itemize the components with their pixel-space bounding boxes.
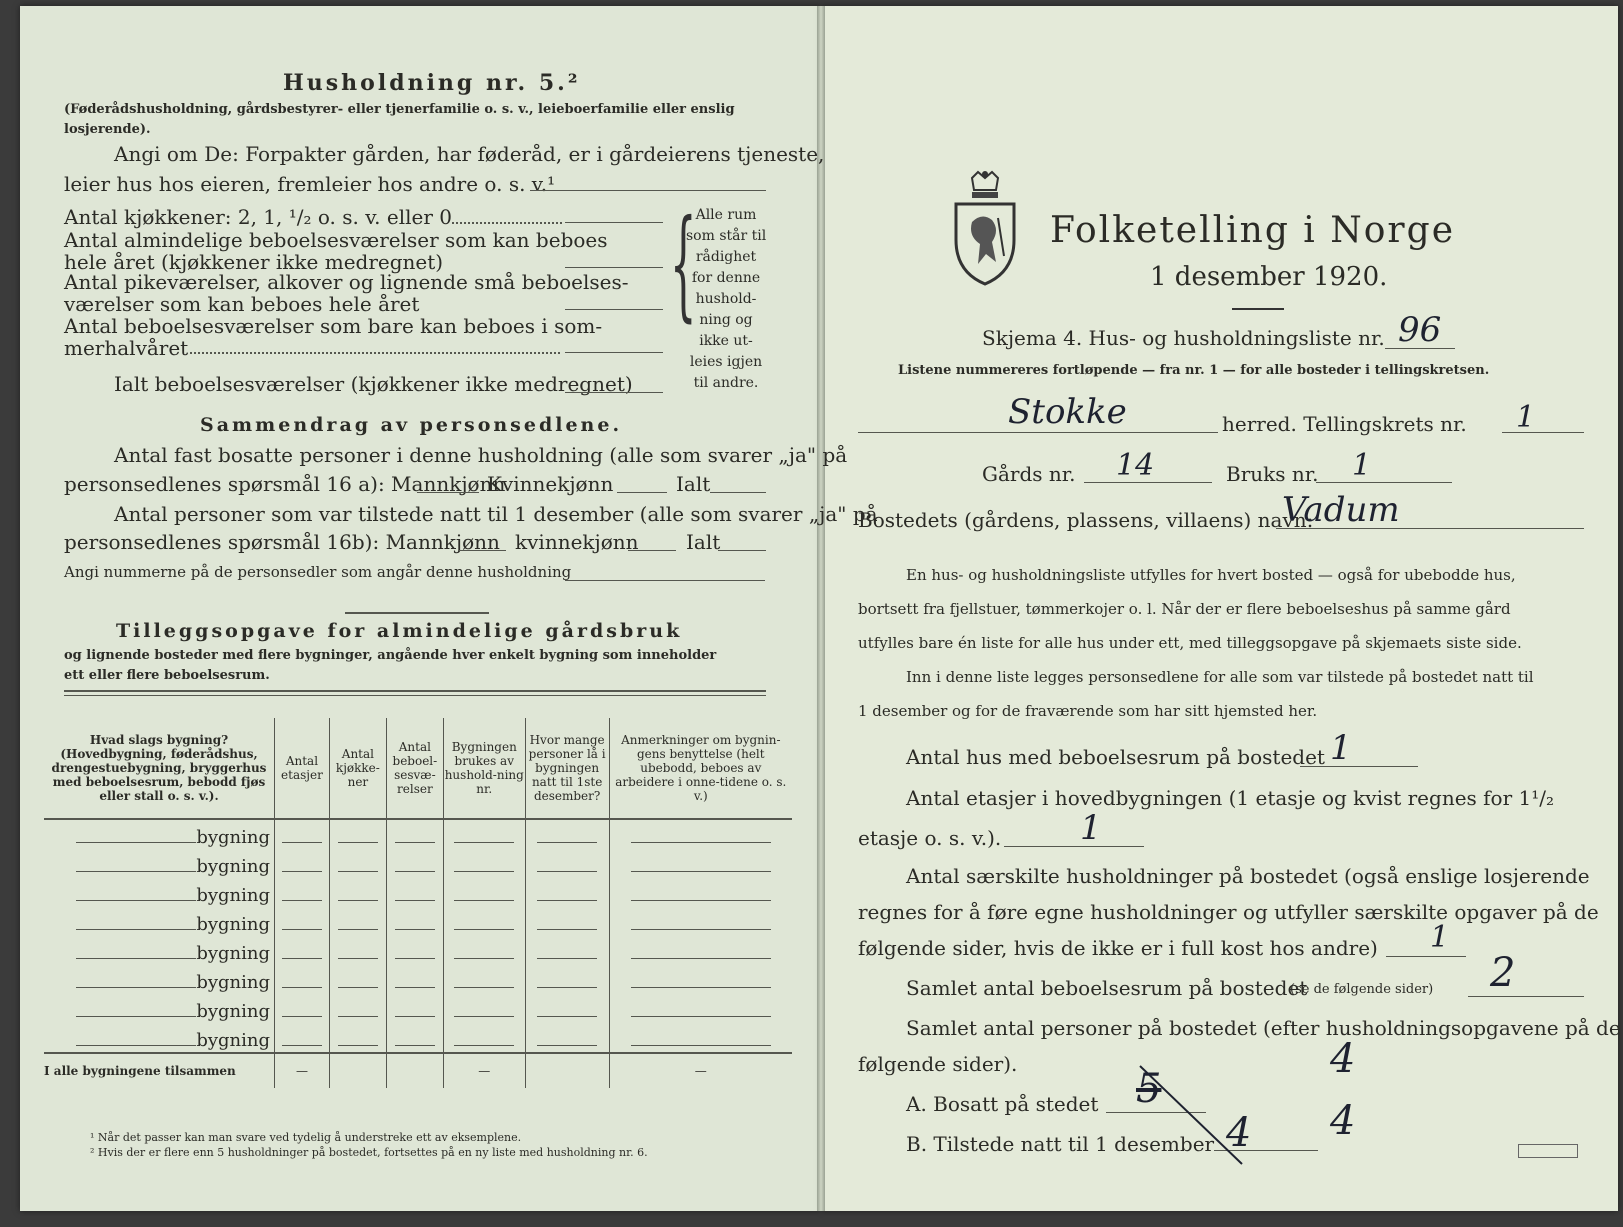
- rom-answer-line: [1468, 996, 1584, 997]
- present-label: B. Tilstede natt til 1 desember: [906, 1132, 1215, 1156]
- info-line-4: Inn i denne liste legges personsedlene for alle som var tilstede på bostedet natt til: [906, 668, 1534, 686]
- tenure-answer-line: [530, 190, 766, 191]
- rom-label: Samlet antal beboelsesrum på bostedet: [906, 976, 1308, 1000]
- etasjer-answer-line: [1004, 846, 1144, 847]
- farm-sub-2: ett eller flere beboelsesrum.: [64, 668, 270, 683]
- brace-glyph: {: [669, 195, 697, 334]
- rom-hint: (se de følgende sider): [1290, 982, 1434, 997]
- herred-label: herred. Tellingskrets nr.: [1222, 412, 1467, 436]
- rooms-total-answer: [565, 392, 663, 393]
- table-row: bygning: [44, 1023, 792, 1053]
- rooms-line-1: Antal kjøkkener: 2, 1, ¹/₂ o. s. v. eller 0: [64, 205, 452, 229]
- total-label: I alle bygningene tilsammen: [44, 1053, 275, 1088]
- summary-line-5: Angi nummerne på de personsedler som angår denne husholdning: [64, 563, 572, 581]
- col-floors: Antal etasjer: [275, 718, 330, 819]
- summary-line-2b: Kvinnekjønn: [487, 472, 614, 496]
- table-row: bygning: [44, 936, 792, 965]
- census-title: Folketelling i Norge: [1050, 210, 1455, 251]
- bruks-label: Bruks nr.: [1226, 462, 1319, 486]
- etasjer-line-2: etasje o. s. v.).: [858, 826, 1002, 850]
- rooms-line-2: Antal almindelige beboelsesværelser som kan beboes: [64, 228, 608, 252]
- rooms-line-6: Antal beboelsesværelser som bare kan beboes i som-: [64, 314, 603, 338]
- summary-total-answer: [710, 492, 766, 493]
- census-date: 1 desember 1920.: [1150, 262, 1388, 292]
- herred-answer-line: [858, 432, 1218, 433]
- table-row: bygning: [44, 849, 792, 878]
- table-top-rule: [64, 690, 766, 692]
- farm-sub-1: og lignende bosteder med flere bygninger, angående hver enkelt bygning som inneholder: [64, 648, 717, 663]
- rooms-dots-7: [190, 352, 560, 354]
- buildings-table: [44, 718, 792, 1088]
- summary-line-2a: personsedlenes spørsmål 16 a): Mannkjønn: [64, 472, 506, 496]
- bosted-label: Bostedets (gårdens, plassens, villaens) navn:: [858, 508, 1314, 532]
- rooms-line-5: værelser som kan beboes hele året: [64, 292, 420, 316]
- info-line-1: En hus- og husholdningsliste utfylles for hvert bosted — også for ubebodde hus,: [906, 566, 1516, 584]
- rooms-note: Alle rum som står til rådighet for denne hushold- ning og ikke ut- leies igjen til andre.: [686, 207, 767, 391]
- table-row: bygning: [44, 878, 792, 907]
- household-line-1: Antal særskilte husholdninger på bostedet (også enslige losjerende: [906, 864, 1590, 888]
- present-value: 4: [1330, 1098, 1356, 1144]
- hus-answer-line: [1300, 766, 1418, 767]
- cross-out-stroke: [1130, 1060, 1250, 1170]
- question-tenure: Angi om De: Forpakter gården, har føderåd, er i gårdeierens tjeneste,: [114, 142, 825, 166]
- summary-male-answer: [417, 492, 479, 493]
- col-persons: Hvor mange personer lå i bygningen natt til 1ste desember?: [525, 718, 609, 819]
- col-kitchens: Antal kjøkke-ner: [329, 718, 386, 819]
- summary-line-2c: Ialt: [676, 472, 711, 496]
- summary-line-1: Antal fast bosatte personer i denne husholdning (alle som svarer „ja" på: [114, 443, 848, 467]
- rooms-answer-3: [565, 309, 663, 310]
- summary-present-total-answer: [718, 550, 766, 551]
- rooms-line-3: hele året (kjøkkener ikke medregnet): [64, 250, 444, 274]
- rooms-dots-1: [452, 222, 562, 224]
- hus-value: 1: [1330, 728, 1352, 768]
- bruks-answer-line: [1316, 482, 1452, 483]
- gards-value: 14: [1116, 448, 1155, 483]
- info-line-5: 1 desember og for de fraværende som har sitt hjemsted her.: [858, 702, 1318, 720]
- summary-line-3: Antal personer som var tilstede natt til 1 desember (alle som svarer „ja" på: [114, 502, 878, 526]
- summary-female-answer: [617, 492, 667, 493]
- col-remarks: Anmerkninger om bygnin-gens benyttelse (helt ubebodd, beboes av arbeidere i onne-tidene o. s. v.): [609, 718, 792, 819]
- table-row: bygning: [44, 965, 792, 994]
- info-line-3: utfylles bare én liste for alle hus under ett, med tilleggsopgave på skjemaets siste side.: [858, 634, 1522, 652]
- resident-value-crossed: 5: [1136, 1066, 1162, 1112]
- rooms-answer-2: [565, 267, 663, 268]
- rooms-total-line: Ialt beboelsesværelser (kjøkkener ikke medregnet): [114, 372, 633, 396]
- gards-answer-line: [1084, 482, 1212, 483]
- household-value: 1: [1430, 920, 1450, 955]
- footnote-2: ² Hvis der er flere enn 5 husholdninger på bostedet, fortsettes på en ny liste med husholdning nr. 6.: [90, 1146, 648, 1159]
- schema-value: 96: [1398, 310, 1442, 350]
- persons-line-2: følgende sider).: [858, 1052, 1018, 1076]
- present-value-crossed: 4: [1226, 1110, 1252, 1156]
- numbering-note: Listene nummereres fortløpende — fra nr. 1 — for alle bosteder i tellingskretsen.: [898, 363, 1490, 378]
- krets-value: 1: [1516, 400, 1536, 435]
- footnote-1: ¹ Når det passer kan man svare ved tydelig å understreke ett av eksemplene.: [90, 1131, 522, 1144]
- summary-present-female-answer: [628, 550, 676, 551]
- table-row: bygning: [44, 907, 792, 936]
- info-line-2: bortsett fra fjellstuer, tømmerkojer o. l. Når der er flere beboelseshus på samme gård: [858, 600, 1511, 618]
- household-line-3: følgende sider, hvis de ikke er i full kost hos andre): [858, 936, 1378, 960]
- coat-of-arms-icon: [952, 170, 1018, 288]
- col-building-type: Hvad slags bygning? (Hovedbygning, føderådshus, drengestuebygning, bryggerhus med beboelsesrum, bebodd fjøs eller stall o. s. v.).: [44, 718, 275, 819]
- rooms-line-7: merhalvåret: [64, 336, 189, 360]
- rooms-answer-1: [565, 222, 663, 223]
- summary-numbers-answer: [565, 580, 765, 581]
- table-row: bygning: [44, 994, 792, 1023]
- printer-stamp: [1518, 1144, 1578, 1158]
- household-heading: Husholdning nr. 5.²: [283, 70, 581, 96]
- table-row: bygning: [44, 819, 792, 849]
- summary-line-4a: personsedlenes spørsmål 16b): Mannkjønn: [64, 530, 500, 554]
- summary-line-4c: Ialt: [686, 530, 721, 554]
- rooms-answer-4: [565, 352, 663, 353]
- herred-value: Stokke: [1008, 392, 1127, 432]
- household-subheading: (Føderådshusholdning, gårdsbestyrer- eller tjenerfamilie o. s. v., leieboerfamilie eller enslig losjerende).: [64, 102, 735, 137]
- schema-answer-line: [1385, 348, 1455, 349]
- col-household-no: Bygningen brukes av hushold-ning nr.: [443, 718, 525, 819]
- farm-title: Tilleggsopgave for almindelige gårdsbruk: [116, 620, 683, 642]
- page-fold: [817, 6, 825, 1211]
- krets-answer-line: [1502, 432, 1584, 433]
- title-rule: [1232, 308, 1284, 310]
- question-tenure-cont: leier hus hos eieren, fremleier hos andre o. s. v.¹: [64, 172, 556, 196]
- resident-label: A. Bosatt på stedet: [906, 1092, 1099, 1116]
- schema-label: Skjema 4. Hus- og husholdningsliste nr.: [982, 326, 1385, 350]
- col-rooms: Antal beboel-sesvæ-relser: [386, 718, 443, 819]
- section-divider: [345, 612, 489, 614]
- rooms-line-4: Antal pikeværelser, alkover og lignende små beboelses-: [64, 270, 629, 294]
- persons-line-1: Samlet antal personer på bostedet (efter husholdningsopgavene på de: [906, 1016, 1621, 1040]
- gards-label: Gårds nr.: [982, 462, 1076, 486]
- bosted-answer-line: [1276, 528, 1584, 529]
- etasjer-value: 1: [1080, 808, 1102, 848]
- etasjer-line-1: Antal etasjer i hovedbygningen (1 etasje og kvist regnes for 1¹/₂: [906, 786, 1555, 810]
- resident-value: 4: [1330, 1036, 1356, 1082]
- bosted-value: Vadum: [1282, 490, 1400, 530]
- household-line-2: regnes for å føre egne husholdninger og utfyller særskilte opgaver på de: [858, 900, 1599, 924]
- summary-present-male-answer: [458, 550, 506, 551]
- table-total-row: I alle bygningene tilsammen — — —: [44, 1053, 792, 1088]
- table-top-rule-2: [64, 695, 766, 696]
- summary-title: Sammendrag av personsedlene.: [200, 414, 623, 436]
- bruks-value: 1: [1352, 448, 1372, 483]
- rom-value: 2: [1490, 950, 1516, 996]
- household-answer-line: [1386, 956, 1466, 957]
- hus-label: Antal hus med beboelsesrum på bostedet: [906, 745, 1325, 769]
- summary-line-4b: kvinnekjønn: [515, 530, 639, 554]
